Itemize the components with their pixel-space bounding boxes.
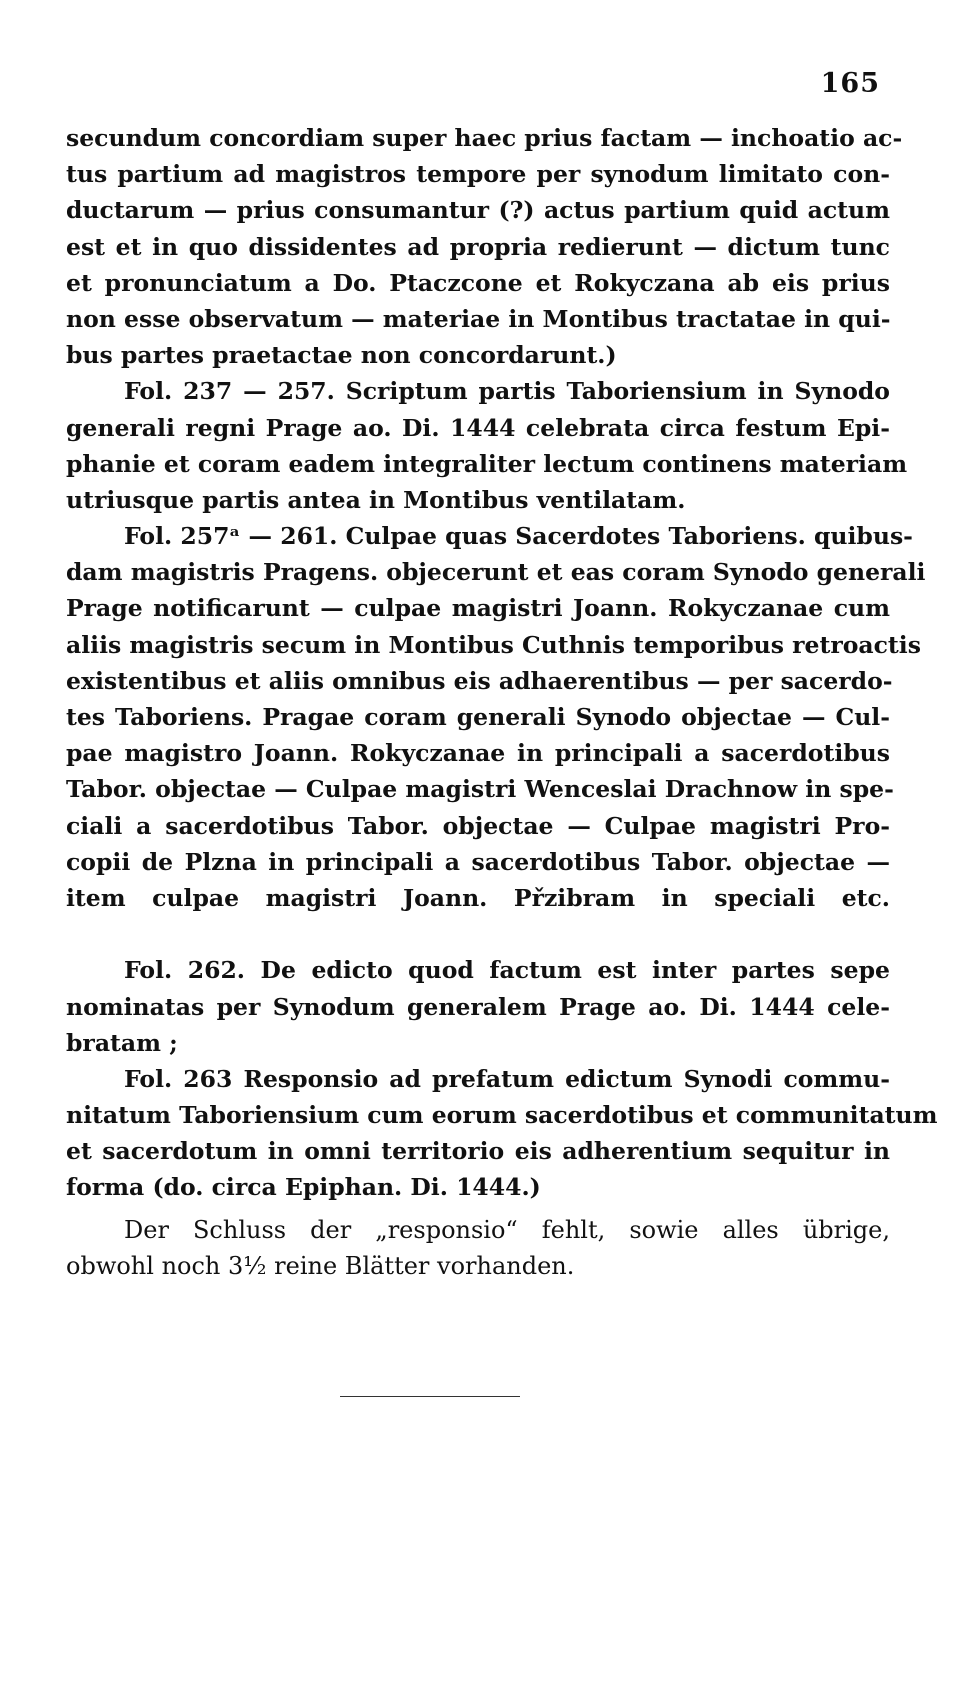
text-line: nitatum Taboriensium cum eorum sacerdotibus et communitatum — [66, 1101, 938, 1130]
text-line: Fol. 263 Responsio ad prefatum edictum Synodi commu- — [124, 1064, 890, 1093]
section-end-rule — [340, 1396, 520, 1397]
text-line: nominatas per Synodum generalem Prage ao. Di. 1444 cele- — [66, 992, 890, 1021]
text-line: bratam ; — [66, 1028, 178, 1057]
text-line: item culpae magistri Joann. Přzibram in speciali etc. — [66, 883, 890, 912]
text-line: aliis magistris secum in Montibus Cuthnis temporibus retroactis — [66, 630, 921, 659]
text-line: est et in quo dissidentes ad propria redierunt — dictum tunc — [66, 232, 890, 261]
text-line: phanie et coram eadem integraliter lectum continens materiam — [66, 449, 908, 478]
editor-note — [66, 1212, 890, 1284]
text-line: et pronunciatum a Do. Ptaczcone et Rokyczana ab eis prius — [66, 268, 890, 297]
text-line: Fol. 237 — 257. Scriptum partis Taboriensium in Synodo — [124, 377, 890, 406]
text-line: secundum concordiam super haec prius factam — inchoatio ac- — [66, 124, 903, 152]
text-line: tus partium ad magistros tempore per synodum limitato con- — [66, 160, 890, 189]
text-line: non esse observatum — materiae in Montibus tractatae in qui- — [66, 304, 891, 333]
text-line: bus partes praetactae non concordarunt.) — [66, 341, 617, 370]
body-text — [66, 120, 938, 1284]
text-line: forma (do. circa Epiphan. Di. 1444.) — [66, 1173, 541, 1202]
text-line: dam magistris Pragens. objecerunt et eas coram Synodo generali — [66, 558, 926, 587]
text-line: ciali a sacerdotibus Tabor. objectae — Culpae magistri Pro- — [66, 811, 890, 840]
text-line: existentibus et aliis omnibus eis adhaerentibus — per sacerdo- — [66, 666, 893, 695]
text-line: ductarum — prius consumantur (?) actus partium quid actum — [66, 196, 890, 225]
text-line: Prage notificarunt — culpae magistri Joann. Rokyczanae cum — [66, 594, 890, 623]
text-line: Fol. 262. De edicto quod factum est inter partes sepe — [124, 956, 890, 985]
text-line: Fol. 257ᵃ — 261. Culpae quas Sacerdotes Taboriens. quibus- — [124, 522, 913, 551]
text-line: obwohl noch 3½ reine Blätter vorhanden. — [66, 1251, 575, 1280]
text-line: copii de Plzna in principali a sacerdotibus Tabor. objectae — — [66, 847, 890, 876]
text-line: pae magistro Joann. Rokyczanae in principali a sacerdotibus — [66, 739, 890, 768]
text-line: tes Taboriens. Pragae coram generali Synodo objectae — Cul- — [66, 703, 890, 731]
page-number: 165 — [820, 68, 880, 99]
text-line: generali regni Prage ao. Di. 1444 celebrata circa festum Epi- — [66, 413, 890, 442]
text-line: Der Schluss der „responsio“ fehlt, sowie alles übrige, — [124, 1215, 890, 1244]
text-line — [66, 916, 890, 952]
text-line: utriusque partis antea in Montibus ventilatam. — [66, 485, 686, 514]
text-line: Tabor. objectae — Culpae magistri Wenceslai Drachnow in spe- — [66, 775, 894, 804]
text-line: et sacerdotum in omni territorio eis adherentium sequitur in — [66, 1137, 890, 1166]
